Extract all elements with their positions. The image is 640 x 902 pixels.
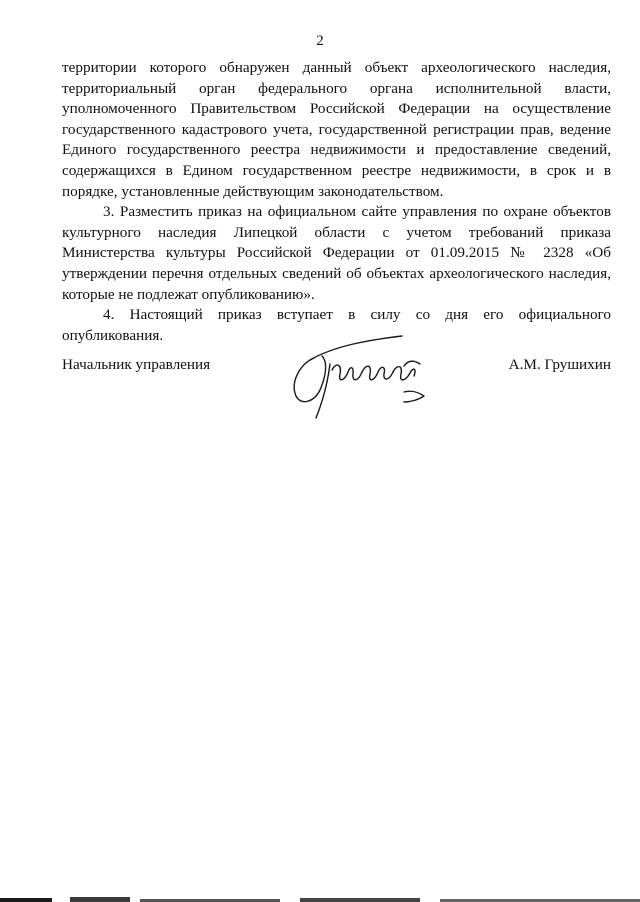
paragraph-item-4: 4. Настоящий приказ вступает в силу со дня его официального опубликования. [62, 306, 611, 344]
document-body [62, 58, 611, 346]
paragraph-item-3: 3. Разместить приказ на официальном сайте управления по охране объектов культурного наследия Липецкой области с учетом требований приказа Министерства культуры Российской Федерации от 01.09.2015 № 2328 «Об утверждении перечня отдельных сведений об объектах археологического наследия, которые не подлежат опубликованию». [62, 203, 611, 303]
paragraph-continuation: территории которого обнаружен данный объект археологического наследия, территориальный орган федерального органа исполнительной власти, уполномоченного Правительством Российской Федерации на осуществление государственного кадастрового учета, государственной регистрации прав, ведение Единого государственного реестра недвижимости и предоставление сведений, содержащихся в Едином государственном реестре недвижимости, в срок и в порядке, установленные действующим законодательством. [62, 59, 611, 200]
scan-edge-strip [0, 893, 640, 902]
page-number: 2 [316, 33, 324, 49]
signatory-title: Начальник управления [62, 356, 211, 373]
signatory-name: А.М. Грушихин [508, 356, 611, 373]
handwritten-signature-icon [286, 330, 451, 425]
